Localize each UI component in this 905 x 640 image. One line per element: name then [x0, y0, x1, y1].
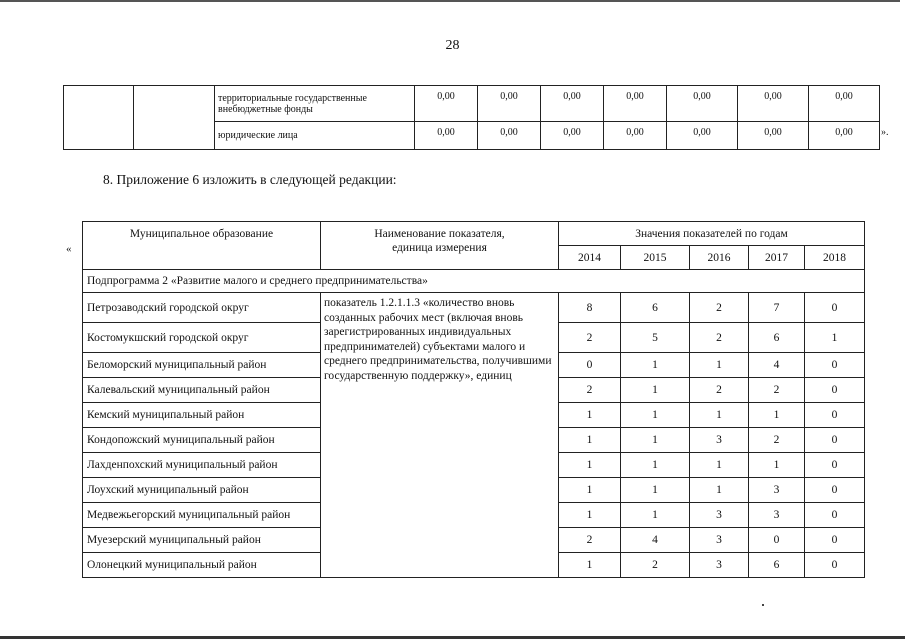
indicator-value: 7	[749, 293, 805, 323]
page-number: 28	[445, 38, 460, 53]
budget-value: 0,00	[809, 86, 880, 122]
header-year: 2018	[805, 246, 865, 270]
indicator-value: 2	[559, 323, 621, 353]
indicator-table	[82, 221, 865, 578]
indicator-value: 1	[621, 378, 690, 403]
budget-value: 0,00	[541, 122, 604, 150]
indicator-value: 2	[690, 293, 749, 323]
indicator-value: 3	[690, 503, 749, 528]
budget-row	[64, 86, 880, 122]
indicator-value: 0	[805, 503, 865, 528]
municipality-name: Кемский муниципальный район	[83, 403, 321, 428]
budget-value: 0,00	[478, 86, 541, 122]
scan-speck	[762, 604, 764, 606]
header-year: 2015	[621, 246, 690, 270]
municipality-name: Беломорский муниципальный район	[83, 353, 321, 378]
indicator-value: 1	[749, 403, 805, 428]
indicator-value: 0	[805, 293, 865, 323]
indicator-value: 1	[559, 478, 621, 503]
indicator-value: 3	[749, 503, 805, 528]
indicator-value: 1	[621, 428, 690, 453]
budget-value: 0,00	[809, 122, 880, 150]
indicator-value: 0	[805, 378, 865, 403]
blank-cell	[64, 86, 134, 150]
closing-quote: ».	[881, 127, 889, 138]
budget-value: 0,00	[667, 86, 738, 122]
indicator-value: 0	[805, 528, 865, 553]
budget-value: 0,00	[667, 122, 738, 150]
header-values-by-year: Значения показателей по годам	[559, 222, 865, 246]
funding-source-label: территориальные государственные внебюджетные фонды	[215, 86, 415, 122]
indicator-value: 1	[805, 323, 865, 353]
indicator-value: 1	[690, 353, 749, 378]
budget-value: 0,00	[415, 122, 478, 150]
indicator-value: 0	[805, 478, 865, 503]
subprogram-title: Подпрограмма 2 «Развитие малого и среднего предпринимательства»	[83, 270, 865, 293]
indicator-value: 3	[690, 428, 749, 453]
indicator-value: 1	[749, 453, 805, 478]
indicator-value: 0	[805, 428, 865, 453]
indicator-value: 3	[749, 478, 805, 503]
budget-value: 0,00	[604, 122, 667, 150]
budget-continuation-table	[63, 85, 880, 150]
indicator-value: 4	[621, 528, 690, 553]
indicator-value: 2	[559, 528, 621, 553]
indicator-value: 1	[621, 353, 690, 378]
municipality-name: Лоухский муниципальный район	[83, 478, 321, 503]
indicator-value: 2	[690, 323, 749, 353]
indicator-value: 2	[559, 378, 621, 403]
budget-value: 0,00	[738, 122, 809, 150]
indicator-value: 5	[621, 323, 690, 353]
top-scan-rule	[0, 0, 905, 2]
bottom-scan-rule	[0, 636, 905, 639]
indicator-value: 1	[621, 478, 690, 503]
indicator-value: 1	[559, 503, 621, 528]
municipality-name: Калевальский муниципальный район	[83, 378, 321, 403]
indicator-description: показатель 1.2.1.1.3 «количество вновь созданных рабочих мест (включая вновь зарегистрированных индивидуальных предпринимателей) субъектами малого и среднего предпринимательства, получившими государственную поддержку», единиц	[321, 293, 559, 578]
indicator-value: 2	[621, 553, 690, 578]
indicator-value: 1	[559, 403, 621, 428]
budget-value: 0,00	[415, 86, 478, 122]
municipality-name: Костомукшский городской округ	[83, 323, 321, 353]
municipality-name: Муезерский муниципальный район	[83, 528, 321, 553]
indicator-value: 1	[621, 503, 690, 528]
indicator-value: 0	[805, 403, 865, 428]
municipality-name: Медвежьегорский муниципальный район	[83, 503, 321, 528]
blank-cell	[134, 86, 215, 150]
indicator-value: 1	[690, 478, 749, 503]
budget-value: 0,00	[738, 86, 809, 122]
indicator-value: 6	[749, 323, 805, 353]
indicator-value: 0	[749, 528, 805, 553]
budget-continuation-body	[64, 86, 880, 150]
indicator-table-body	[83, 270, 865, 578]
indicator-value: 0	[559, 353, 621, 378]
header-indicator: Наименование показателя, единица измерения	[321, 222, 559, 270]
indicator-value: 2	[749, 378, 805, 403]
indicator-value: 6	[621, 293, 690, 323]
indicator-value: 1	[559, 428, 621, 453]
indicator-value: 0	[805, 353, 865, 378]
indicator-value: 2	[749, 428, 805, 453]
header-year: 2016	[690, 246, 749, 270]
municipality-name: Лахденпохский муниципальный район	[83, 453, 321, 478]
indicator-value: 6	[749, 553, 805, 578]
budget-value: 0,00	[604, 86, 667, 122]
indicator-value: 0	[805, 453, 865, 478]
budget-value: 0,00	[541, 86, 604, 122]
subprogram-row	[83, 270, 865, 293]
funding-source-label: юридические лица	[215, 122, 415, 150]
municipality-name: Петрозаводский городской округ	[83, 293, 321, 323]
indicator-value: 4	[749, 353, 805, 378]
opening-quote: «	[66, 243, 72, 255]
indicator-value: 0	[805, 553, 865, 578]
indicator-value: 2	[690, 378, 749, 403]
indicator-value: 8	[559, 293, 621, 323]
municipality-name: Олонецкий муниципальный район	[83, 553, 321, 578]
indicator-value: 1	[621, 403, 690, 428]
section-heading: 8. Приложение 6 изложить в следующей редакции:	[103, 172, 397, 187]
indicator-value: 1	[559, 553, 621, 578]
indicator-value: 3	[690, 528, 749, 553]
header-year: 2017	[749, 246, 805, 270]
indicator-value: 1	[621, 453, 690, 478]
indicator-value: 3	[690, 553, 749, 578]
header-municipality: Муниципальное образование	[83, 222, 321, 270]
municipality-name: Кондопожский муниципальный район	[83, 428, 321, 453]
indicator-value: 1	[559, 453, 621, 478]
header-year: 2014	[559, 246, 621, 270]
budget-value: 0,00	[478, 122, 541, 150]
municipality-row	[83, 293, 865, 323]
indicator-value: 1	[690, 403, 749, 428]
indicator-value: 1	[690, 453, 749, 478]
